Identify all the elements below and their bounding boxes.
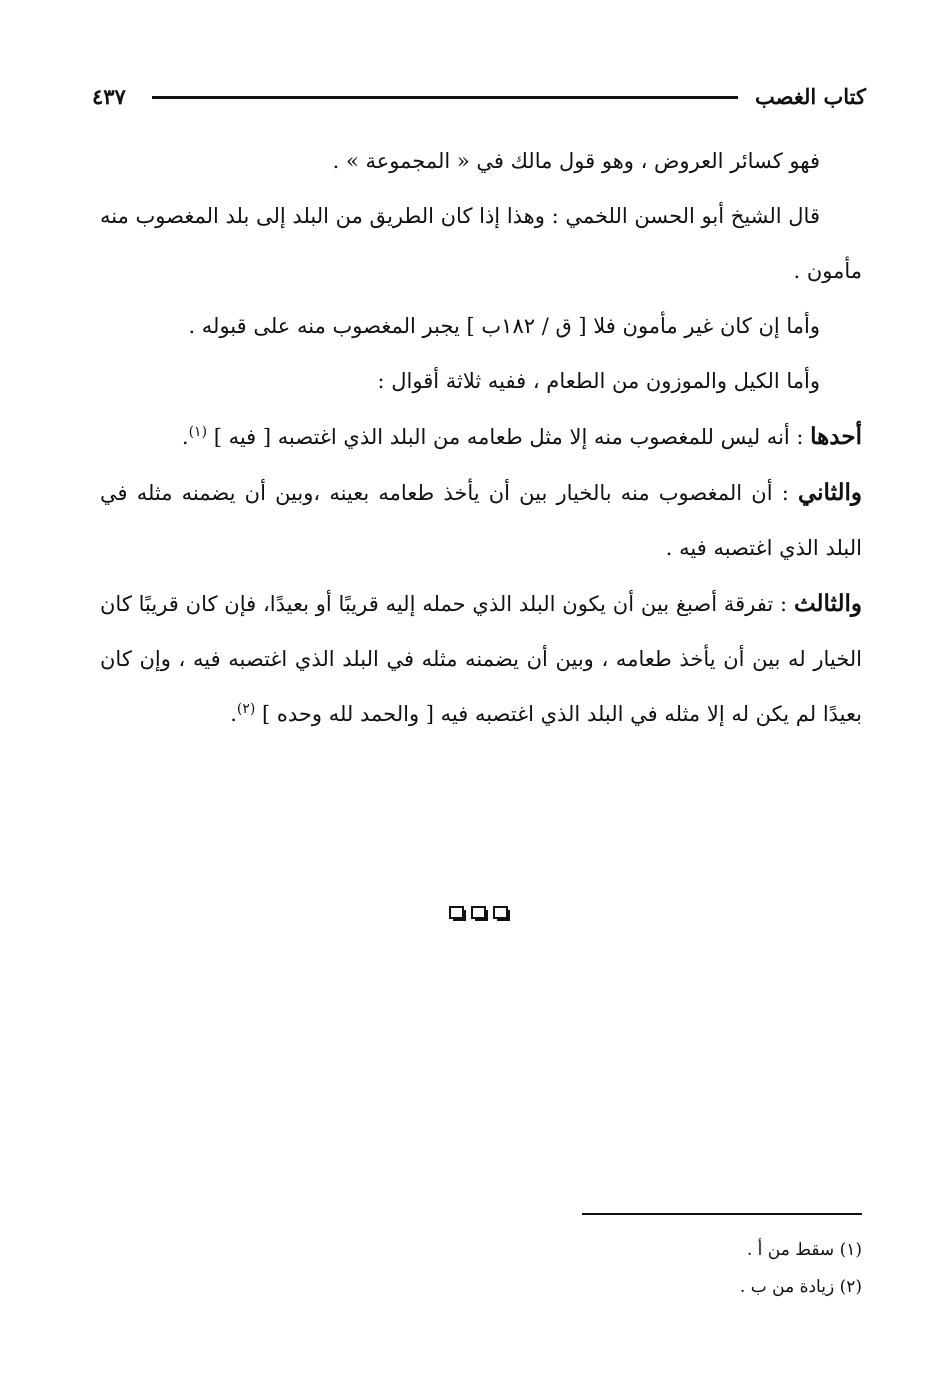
footnote-ref: (٢) <box>236 701 256 717</box>
paragraph-second-opinion <box>100 465 862 576</box>
paragraph <box>100 189 862 299</box>
paragraph-lead: أحدها <box>810 423 862 450</box>
paragraph-first-opinion <box>100 409 862 465</box>
paragraph-tail: . <box>230 702 237 726</box>
section-end-ornament <box>440 902 520 926</box>
paragraph <box>100 134 862 189</box>
paragraph-third-opinion <box>100 576 862 742</box>
paragraph-text: : أن المغصوب منه بالخيار بين أن يأخذ طعامه بعينه ،وبين أن يضمنه مثله في البلد الذي اغتصبه فيه . <box>100 481 862 560</box>
footnotes <box>500 1232 862 1306</box>
paragraph-text: وأما الكيل والموزون من الطعام ، ففيه ثلاثة أقوال : <box>377 369 820 393</box>
paragraph-text: قال الشيخ أبو الحسن اللخمي : وهذا إذا كان الطريق من البلد إلى بلد المغصوب منه مأمون . <box>99 204 862 283</box>
footnote-2: (٢) زيادة من ب . <box>739 1277 862 1297</box>
body-text <box>100 134 862 742</box>
page-number: ٤٣٧ <box>92 84 126 109</box>
ornament-box-icon <box>471 906 489 922</box>
paragraph-text: فهو كسائر العروض ، وهو قول مالك في « المجموعة » . <box>332 149 820 173</box>
running-title: كتاب الغصب <box>754 84 866 109</box>
paragraph-text: وأما إن كان غير مأمون فلا [ ق / ١٨٢ب ] يجبر المغصوب منه على قبوله . <box>188 314 820 338</box>
ornament-box-icon <box>449 906 467 922</box>
page-header <box>92 82 866 116</box>
paragraph-text: : أنه ليس للمغصوب منه إلا مثل طعامه من البلد الذي اغتصبه [ فيه ] <box>207 425 811 449</box>
paragraph-lead: والثاني <box>797 479 863 506</box>
footnote-1: (١) سقط من أ . <box>746 1240 862 1260</box>
paragraph <box>100 354 862 409</box>
header-rule <box>152 96 738 99</box>
ornament-box-icon <box>493 906 511 922</box>
paragraph-text: : تفرقة أصبغ بين أن يكون البلد الذي حمله إليه قريبًا أو بعيدًا، فإن كان قريبًا كان الخيار له بين أن يأخذ طعامه ، وبين أن يضمنه مثله في البلد الذي اغتصبه فيه ، وإن كان بعيدًا لم يكن له إلا مثله في البلد الذي اغتصبه فيه [ والحمد لله وحده ] <box>100 592 862 726</box>
footnote-rule <box>582 1213 862 1215</box>
footnote-ref: (١) <box>188 424 208 440</box>
paragraph <box>100 299 862 354</box>
paragraph-tail: . <box>181 425 189 449</box>
paragraph-lead: والثالث <box>793 590 862 617</box>
